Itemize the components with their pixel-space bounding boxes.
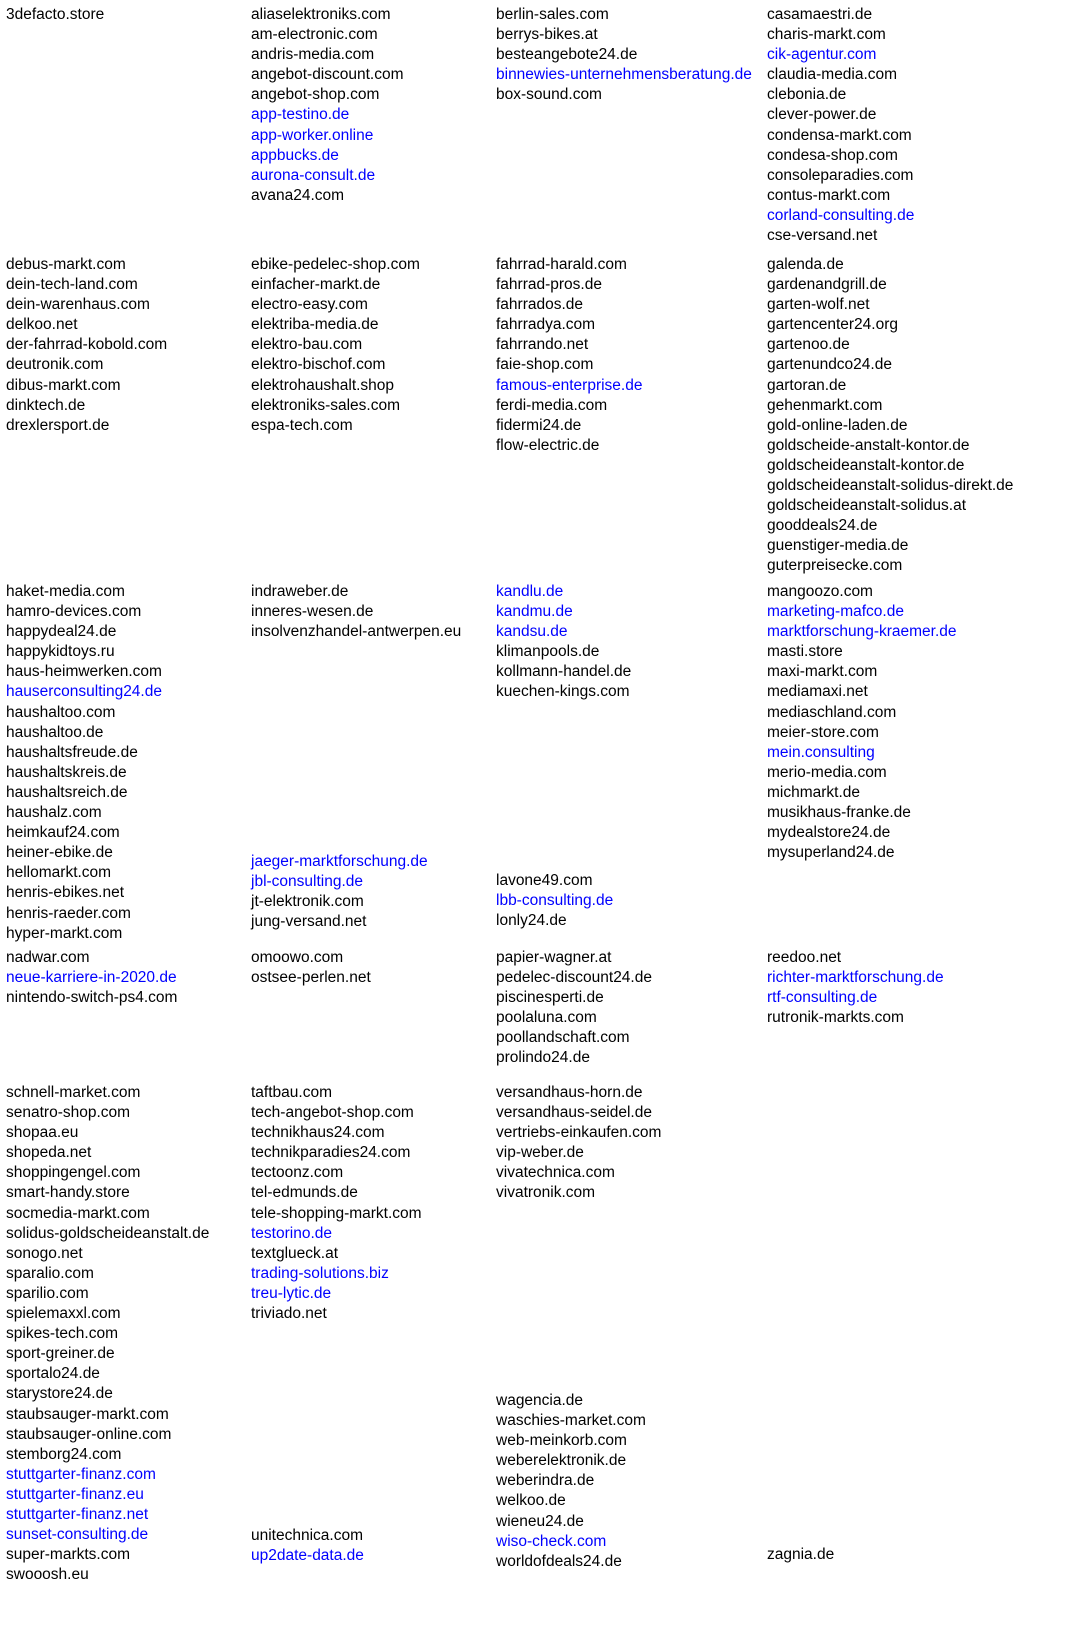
domain-text: staubsauger-online.com xyxy=(6,1425,172,1443)
domain-text: haushaltoo.com xyxy=(6,703,116,721)
domain-text: angebot-shop.com xyxy=(251,86,380,104)
domain-link[interactable]: neue-karriere-in-2020.de xyxy=(6,969,177,987)
domain-text: web-meinkorb.com xyxy=(496,1432,627,1450)
domain-link[interactable]: kandsu.de xyxy=(496,623,568,641)
domain-text: fahrrad-harald.com xyxy=(496,256,627,273)
domain-text: swooosh.eu xyxy=(6,1566,89,1584)
domain-text: besteangebote24.de xyxy=(496,46,638,64)
domain-text: schnell-market.com xyxy=(6,1084,141,1101)
domain-link[interactable]: richter-marktforschung.de xyxy=(767,969,944,987)
domain-group xyxy=(6,5,104,25)
domain-text: mediaschland.com xyxy=(767,703,897,721)
domain-text: triviado.net xyxy=(251,1305,327,1323)
domain-link[interactable]: mein.consulting xyxy=(767,743,875,761)
domain-group xyxy=(496,255,642,456)
domain-text: prolindo24.de xyxy=(496,1049,590,1067)
domain-text: lonly24.de xyxy=(496,912,567,930)
domain-group xyxy=(496,1391,646,1572)
domain-text: gartenoo.de xyxy=(767,336,850,354)
domain-text: musikhaus-franke.de xyxy=(767,804,911,822)
domain-text: poollandschaft.com xyxy=(496,1029,630,1047)
domain-text: cse-versand.net xyxy=(767,227,878,245)
domain-link[interactable]: corland-consulting.de xyxy=(767,206,915,224)
domain-text: berrys-bikes.at xyxy=(496,26,598,44)
domain-text: versandhaus-seidel.de xyxy=(496,1104,652,1122)
domain-text: deutronik.com xyxy=(6,356,104,374)
domain-text: condensa-markt.com xyxy=(767,126,912,144)
domain-text: clebonia.de xyxy=(767,86,847,104)
domain-text: mediamaxi.net xyxy=(767,683,868,701)
domain-text: lavone49.com xyxy=(496,872,593,889)
domain-text: espa-tech.com xyxy=(251,416,353,434)
domain-text: ebike-pedelec-shop.com xyxy=(251,256,420,273)
domain-text: elektro-bau.com xyxy=(251,336,363,354)
domain-text: gehenmarkt.com xyxy=(767,396,883,414)
domain-text: sonogo.net xyxy=(6,1244,83,1262)
domain-link[interactable]: lbb-consulting.de xyxy=(496,892,614,910)
domain-text: guterpreisecke.com xyxy=(767,557,903,575)
domain-text: fahrrando.net xyxy=(496,336,589,354)
domain-text: 3defacto.store xyxy=(6,6,105,23)
domain-text: heiner-ebike.de xyxy=(6,844,113,862)
domain-text: avana24.com xyxy=(251,186,345,204)
domain-text: gardenandgrill.de xyxy=(767,276,887,294)
domain-text: jt-elektronik.com xyxy=(251,893,364,911)
domain-link[interactable]: app-testino.de xyxy=(251,106,350,124)
domain-text: guenstiger-media.de xyxy=(767,537,909,555)
domain-text: charis-markt.com xyxy=(767,26,886,44)
domain-link[interactable]: treu-lytic.de xyxy=(251,1284,332,1302)
domain-text: sport-greiner.de xyxy=(6,1345,115,1363)
domain-group xyxy=(767,582,957,863)
domain-link[interactable]: marktforschung-kraemer.de xyxy=(767,623,957,641)
domain-text: aliaselektroniks.com xyxy=(251,6,391,23)
domain-text: rutronik-markts.com xyxy=(767,1009,904,1027)
domain-text: gold-online-laden.de xyxy=(767,416,908,434)
domain-text: goldscheide-anstalt-kontor.de xyxy=(767,436,970,454)
domain-text: technikparadies24.com xyxy=(251,1144,411,1162)
domain-text: shoppingengel.com xyxy=(6,1164,141,1182)
domain-text: gartenundco24.de xyxy=(767,356,892,374)
domain-text: happykidtoys.ru xyxy=(6,643,115,661)
domain-text: goldscheideanstalt-solidus-direkt.de xyxy=(767,477,1014,495)
domain-group xyxy=(251,852,428,932)
domain-link[interactable]: app-worker.online xyxy=(251,126,374,144)
domain-group xyxy=(496,5,752,105)
domain-text: worldofdeals24.de xyxy=(496,1552,622,1570)
domain-link[interactable]: up2date-data.de xyxy=(251,1547,364,1565)
domain-text: delkoo.net xyxy=(6,316,78,334)
domain-text: elektroniks-sales.com xyxy=(251,396,401,414)
domain-text: elektriba-media.de xyxy=(251,316,379,334)
domain-text: haushaltsreich.de xyxy=(6,783,128,801)
domain-text: heimkauf24.com xyxy=(6,824,120,842)
domain-text: staubsauger-markt.com xyxy=(6,1405,169,1423)
domain-text: fahrrad-pros.de xyxy=(496,276,602,294)
domain-group xyxy=(767,255,1013,577)
domain-group xyxy=(6,582,162,944)
domain-text: taftbau.com xyxy=(251,1084,332,1101)
domain-text: smart-handy.store xyxy=(6,1184,130,1202)
domain-text: maxi-markt.com xyxy=(767,663,878,681)
domain-link[interactable]: famous-enterprise.de xyxy=(496,376,643,394)
domain-text: insolvenzhandel-antwerpen.eu xyxy=(251,623,462,641)
domain-link[interactable]: sunset-consulting.de xyxy=(6,1526,149,1544)
domain-text: haket-media.com xyxy=(6,583,125,600)
domain-text: senatro-shop.com xyxy=(6,1104,131,1122)
domain-text: box-sound.com xyxy=(496,86,602,104)
domain-link[interactable]: rtf-consulting.de xyxy=(767,989,878,1007)
domain-text: casamaestri.de xyxy=(767,6,873,23)
domain-link[interactable]: marketing-mafco.de xyxy=(767,603,904,621)
domain-text: nadwar.com xyxy=(6,949,90,966)
domain-text: indraweber.de xyxy=(251,583,349,600)
domain-text: goldscheideanstalt-solidus.at xyxy=(767,497,967,515)
domain-text: dein-tech-land.com xyxy=(6,276,138,294)
domain-group xyxy=(767,1545,834,1565)
domain-text: fahrradya.com xyxy=(496,316,596,334)
domain-text: tele-shopping-markt.com xyxy=(251,1204,422,1222)
domain-text: versandhaus-horn.de xyxy=(496,1084,643,1101)
domain-text: happydeal24.de xyxy=(6,623,117,641)
domain-text: mydealstore24.de xyxy=(767,824,891,842)
domain-text: hamro-devices.com xyxy=(6,603,142,621)
domain-text: nintendo-switch-ps4.com xyxy=(6,989,178,1007)
domain-group xyxy=(251,1083,422,1324)
domain-text: claudia-media.com xyxy=(767,66,898,84)
domain-text: henris-raeder.com xyxy=(6,904,131,922)
domain-text: masti.store xyxy=(767,643,843,661)
domain-text: gooddeals24.de xyxy=(767,517,878,535)
domain-text: waschies-market.com xyxy=(496,1412,646,1430)
domain-group xyxy=(767,948,944,1028)
domain-text: pedelec-discount24.de xyxy=(496,969,652,987)
domain-text: fahrrados.de xyxy=(496,296,584,314)
domain-text: vip-weber.de xyxy=(496,1144,584,1162)
domain-link[interactable]: wiso-check.com xyxy=(496,1532,607,1550)
domain-text: jung-versand.net xyxy=(251,913,367,931)
domain-link[interactable]: jbl-consulting.de xyxy=(251,873,364,891)
domain-text: haus-heimwerken.com xyxy=(6,663,162,681)
domain-text: shopeda.net xyxy=(6,1144,92,1162)
domain-text: electro-easy.com xyxy=(251,296,368,314)
domain-text: tel-edmunds.de xyxy=(251,1184,358,1202)
domain-text: dibus-markt.com xyxy=(6,376,121,394)
domain-link[interactable]: cik-agentur.com xyxy=(767,46,877,64)
domain-text: textglueck.at xyxy=(251,1244,339,1262)
domain-text: spikes-tech.com xyxy=(6,1325,118,1343)
domain-link[interactable]: binnewies-unternehmensberatung.de xyxy=(496,66,752,84)
domain-group xyxy=(767,5,914,246)
domain-text: stemborg24.com xyxy=(6,1445,122,1463)
domain-text: haushaltsfreude.de xyxy=(6,743,138,761)
domain-text: mysuperland24.de xyxy=(767,844,895,862)
domain-text: solidus-goldscheideanstalt.de xyxy=(6,1224,210,1242)
domain-text: kuechen-kings.com xyxy=(496,683,630,701)
domain-link[interactable]: appbucks.de xyxy=(251,146,339,164)
domain-text: flow-electric.de xyxy=(496,436,600,454)
domain-text: debus-markt.com xyxy=(6,256,126,273)
domain-text: meier-store.com xyxy=(767,723,879,741)
domain-text: ferdi-media.com xyxy=(496,396,608,414)
domain-text: tech-angebot-shop.com xyxy=(251,1104,414,1122)
domain-text: sparalio.com xyxy=(6,1264,94,1282)
domain-text: papier-wagner.at xyxy=(496,949,612,966)
domain-group xyxy=(251,948,371,988)
domain-link[interactable]: jaeger-marktforschung.de xyxy=(251,853,428,870)
domain-group xyxy=(251,582,461,642)
domain-text: clever-power.de xyxy=(767,106,877,124)
domain-text: mangoozo.com xyxy=(767,583,873,600)
domain-text: dein-warenhaus.com xyxy=(6,296,150,314)
domain-link[interactable]: hauserconsulting24.de xyxy=(6,683,162,701)
domain-text: socmedia-markt.com xyxy=(6,1204,150,1222)
domain-text: michmarkt.de xyxy=(767,783,861,801)
domain-text: dinktech.de xyxy=(6,396,86,414)
domain-text: starystore24.de xyxy=(6,1385,113,1403)
domain-group xyxy=(496,871,613,931)
domain-group xyxy=(251,1526,364,1566)
domain-text: contus-markt.com xyxy=(767,186,891,204)
domain-link[interactable]: stuttgarter-finanz.net xyxy=(6,1505,149,1523)
domain-link[interactable]: kandmu.de xyxy=(496,603,573,621)
domain-text: vertriebs-einkaufen.com xyxy=(496,1124,662,1142)
domain-link[interactable]: testorino.de xyxy=(251,1224,332,1242)
domain-text: weberindra.de xyxy=(496,1472,595,1490)
domain-text: der-fahrrad-kobold.com xyxy=(6,336,168,354)
domain-group xyxy=(496,948,652,1069)
domain-text: wagencia.de xyxy=(496,1392,584,1409)
domain-text: sparilio.com xyxy=(6,1284,89,1302)
domain-text: omoowo.com xyxy=(251,949,344,966)
domain-text: welkoo.de xyxy=(496,1492,566,1510)
domain-text: hellomarkt.com xyxy=(6,864,112,882)
domain-text: haushalz.com xyxy=(6,804,102,822)
domain-text: garten-wolf.net xyxy=(767,296,870,314)
domain-text: gartoran.de xyxy=(767,376,847,394)
domain-link[interactable]: kandlu.de xyxy=(496,583,564,600)
domain-text: goldscheideanstalt-kontor.de xyxy=(767,456,965,474)
domain-text: haushaltoo.de xyxy=(6,723,104,741)
domain-text: consoleparadies.com xyxy=(767,166,914,184)
domain-text: tectoonz.com xyxy=(251,1164,344,1182)
domain-text: fidermi24.de xyxy=(496,416,582,434)
domain-text: wieneu24.de xyxy=(496,1512,584,1530)
domain-text: berlin-sales.com xyxy=(496,6,609,23)
domain-text: drexlersport.de xyxy=(6,416,110,434)
domain-link[interactable]: aurona-consult.de xyxy=(251,166,376,184)
domain-text: henris-ebikes.net xyxy=(6,884,125,902)
domain-text: elektro-bischof.com xyxy=(251,356,386,374)
domain-text: piscinesperti.de xyxy=(496,989,604,1007)
domain-text: faie-shop.com xyxy=(496,356,594,374)
domain-text: condesa-shop.com xyxy=(767,146,898,164)
domain-group xyxy=(496,1083,661,1204)
domain-text: galenda.de xyxy=(767,256,844,273)
domain-group xyxy=(251,5,404,206)
domain-text: shopaa.eu xyxy=(6,1124,79,1142)
domain-text: gartencenter24.org xyxy=(767,316,898,334)
domain-text: ostsee-perlen.net xyxy=(251,969,371,987)
domain-text: klimanpools.de xyxy=(496,643,600,661)
domain-text: poolaluna.com xyxy=(496,1009,597,1027)
domain-text: sportalo24.de xyxy=(6,1365,100,1383)
domain-text: reedoo.net xyxy=(767,949,842,966)
domain-text: inneres-wesen.de xyxy=(251,603,374,621)
domain-link[interactable]: stuttgarter-finanz.eu xyxy=(6,1485,144,1503)
domain-text: kollmann-handel.de xyxy=(496,663,632,681)
domain-group xyxy=(6,1083,209,1585)
domain-text: zagnia.de xyxy=(767,1546,835,1563)
domain-text: hyper-markt.com xyxy=(6,924,123,942)
domain-text: elektrohaushalt.shop xyxy=(251,376,395,394)
domain-text: einfacher-markt.de xyxy=(251,276,381,294)
domain-text: technikhaus24.com xyxy=(251,1124,385,1142)
domain-text: andris-media.com xyxy=(251,46,375,64)
domain-text: vivatronik.com xyxy=(496,1184,596,1202)
domain-text: haushaltskreis.de xyxy=(6,763,127,781)
domain-group xyxy=(6,255,167,436)
domain-link[interactable]: trading-solutions.biz xyxy=(251,1264,389,1282)
domain-text: merio-media.com xyxy=(767,763,887,781)
domain-text: unitechnica.com xyxy=(251,1527,364,1544)
domain-text: super-markts.com xyxy=(6,1546,131,1564)
domain-text: spielemaxxl.com xyxy=(6,1305,121,1323)
domain-group xyxy=(251,255,420,436)
domain-text: angebot-discount.com xyxy=(251,66,404,84)
domain-text: vivatechnica.com xyxy=(496,1164,615,1182)
domain-group xyxy=(6,948,177,1008)
domain-text: am-electronic.com xyxy=(251,26,378,44)
domain-text: weberelektronik.de xyxy=(496,1452,627,1470)
domain-link[interactable]: stuttgarter-finanz.com xyxy=(6,1465,156,1483)
domain-group xyxy=(496,582,631,703)
